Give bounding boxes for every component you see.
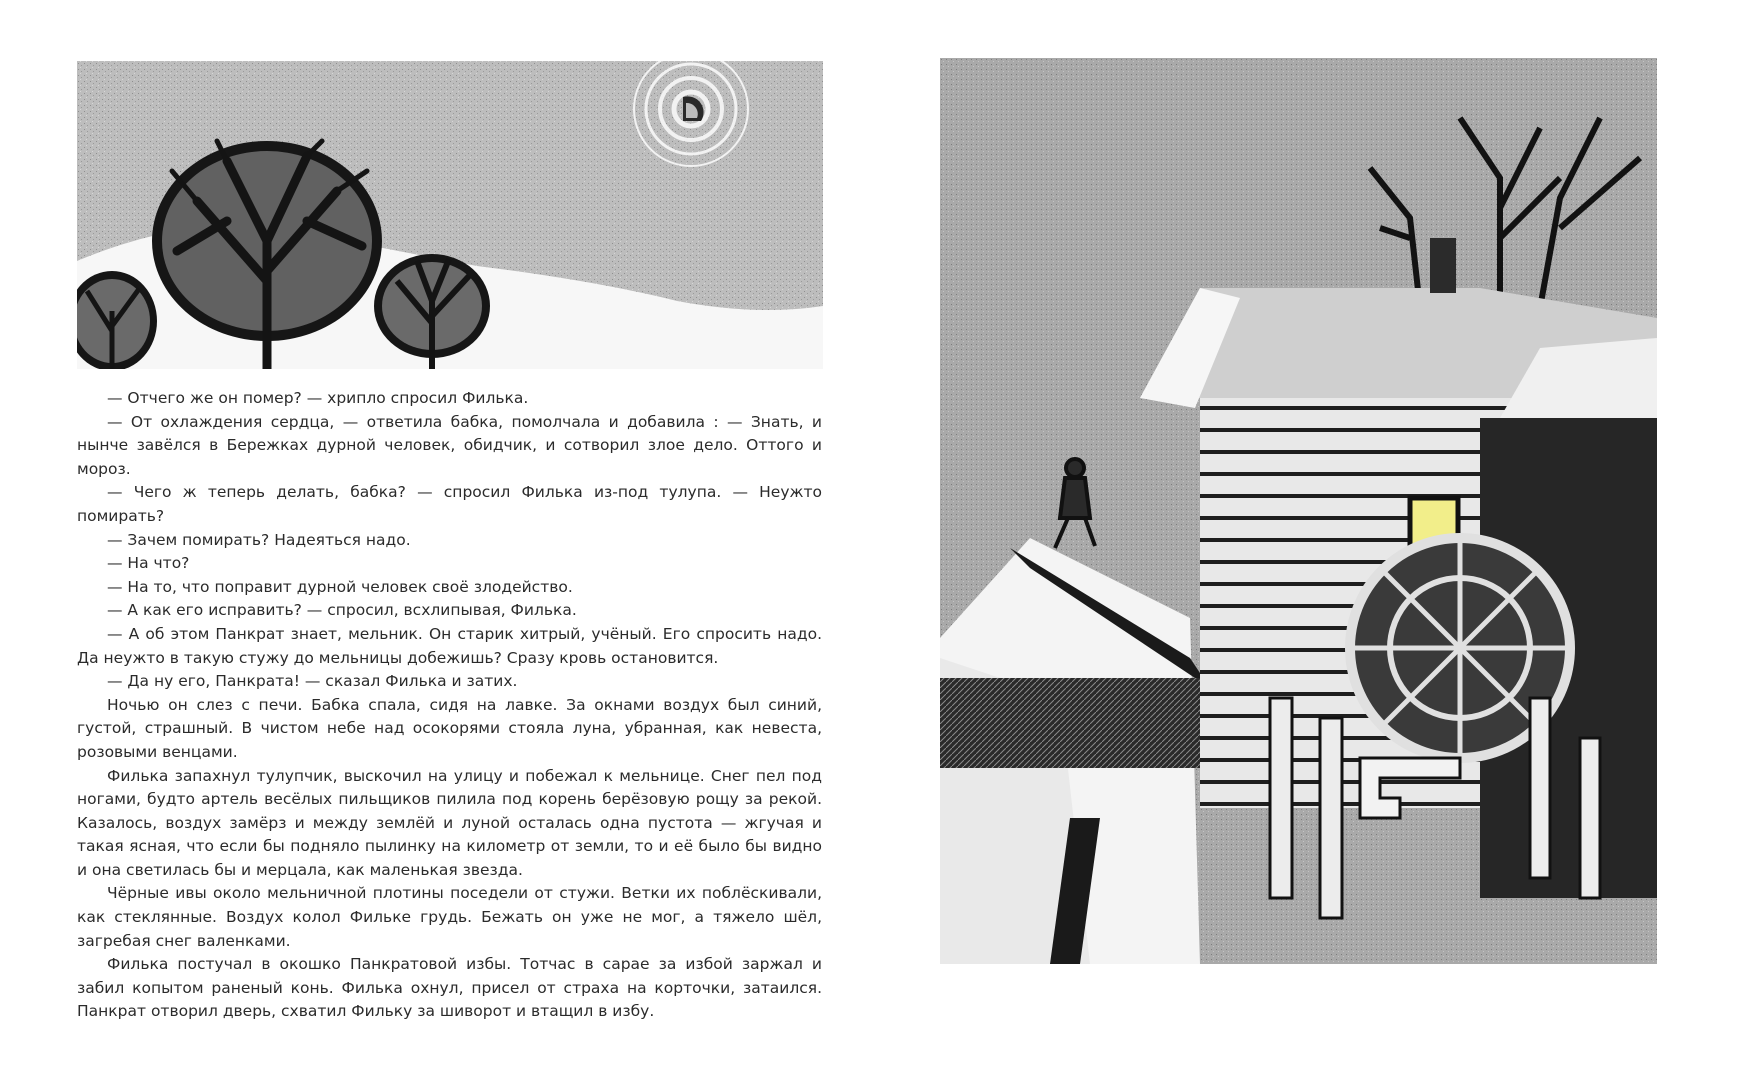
paragraph: Чёрные ивы около мельничной плотины поседели от стужи. Ветки их поблёскивали, как стеклянные. Воздух колол Фильке грудь. Бежать он уже не мог, а тяжело шёл, загребая снег валенками. — [77, 884, 822, 950]
paragraph: — Чего ж теперь делать, бабка? — спросил Филька из-под тулупа. — Неужто помирать? — [77, 483, 822, 525]
paragraph: — Зачем помирать? Надеяться надо. — [107, 530, 411, 549]
mill-illustration — [940, 58, 1657, 964]
night-landscape-illustration — [77, 61, 823, 369]
paragraph: — А как его исправить? — спросил, всхлипывая, Филька. — [107, 601, 577, 620]
paragraph: Ночью он слез с печи. Бабка спала, сидя на лавке. За окнами воздух был синий, густой, страшный. В чистом небе над осокорями стояла луна, убранная, как невеста, розовыми венцами. — [77, 695, 822, 761]
story-text — [77, 387, 822, 1024]
paragraph: Филька постучал в окошко Панкратовой избы. Тотчас в сарае за избой заржал и забил копытом раненый конь. Филька охнул, присел от страха на корточки, затаился. Панкрат отворил дверь, схватил Фильку за шиворот и втащил в избу. — [77, 955, 822, 1021]
paragraph: — Да ну его, Панкрата! — сказал Филька и затих. — [107, 672, 518, 691]
paragraph: Филька запахнул тулупчик, выскочил на улицу и побежал к мельнице. Снег пел под ногами, будто артель весёлых пильщиков пилила под корень берёзовую рощу за рекой. Казалось, воздух замёрз и между землёй и луной осталась одна пустота — жгучая и такая ясная, что если бы подняло пылинку на километр от земли, то и её было бы видно и она светилась бы и мерцала, как маленькая звезда. — [77, 766, 822, 879]
paragraph: — Отчего же он помер? — хрипло спросил Филька. — [107, 389, 529, 407]
paragraph: — На то, что поправит дурной человек своё злодейство. — [107, 577, 573, 596]
paragraph: — От охлаждения сердца, — ответила бабка, помолчала и добавила : — Знать, и нынче завёлся в Бережках дурной человек, обидчик, и сотворил злое дело. Оттого и мороз. — [77, 412, 822, 478]
paragraph: — А об этом Панкрат знает, мельник. Он старик хитрый, учёный. Его спросить надо. Да неужто в такую стужу до мельницы добежишь? Сразу кровь остановится. — [77, 624, 822, 667]
paragraph: — На что? — [107, 554, 190, 573]
